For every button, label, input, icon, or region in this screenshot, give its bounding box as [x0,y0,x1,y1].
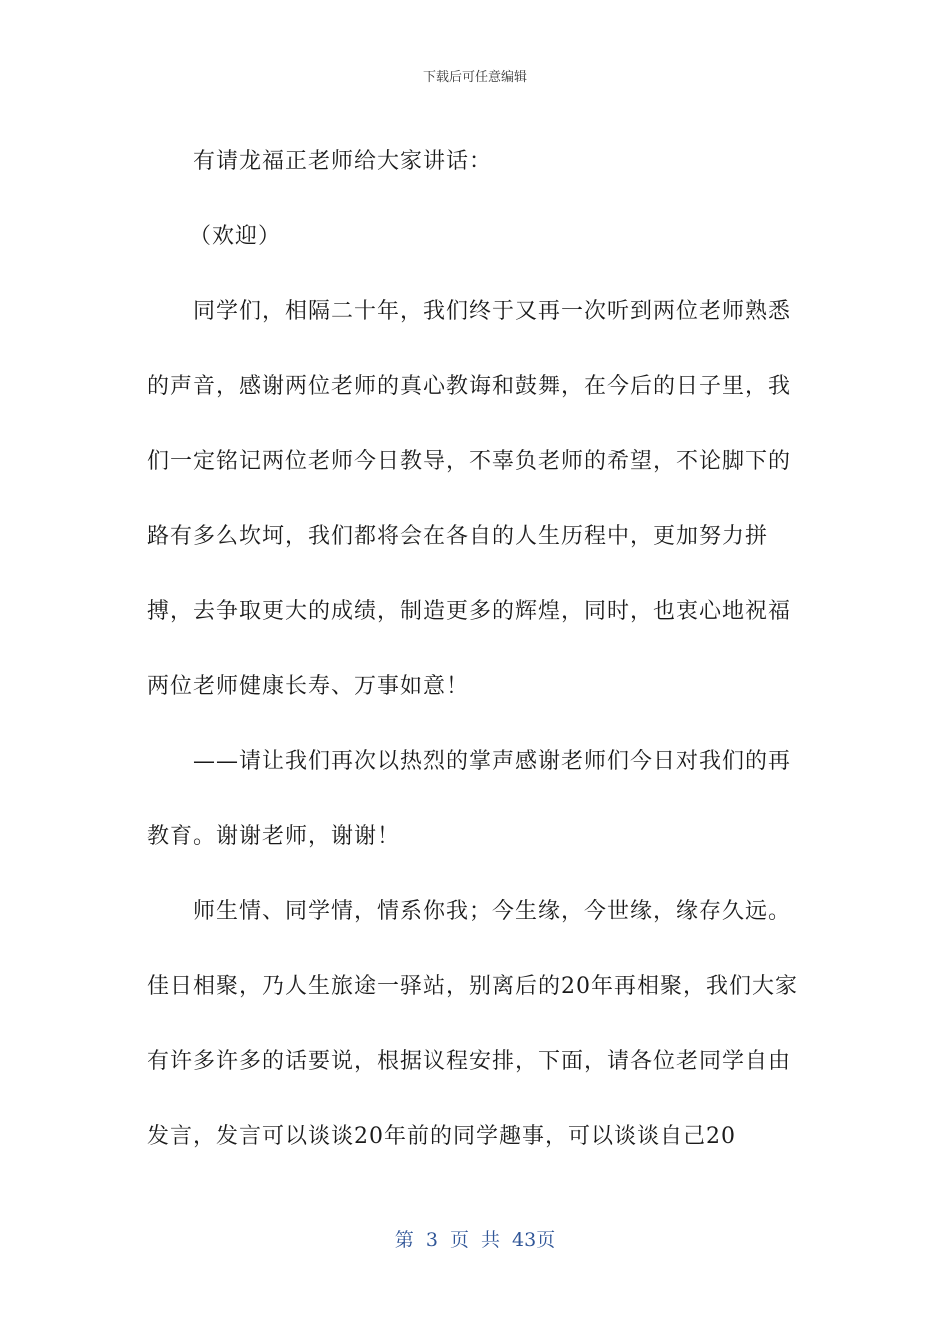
paragraph-applause: ——请让我们再次以热烈的掌声感谢老师们今日对我们的再教育。谢谢老师，谢谢！ [147,749,792,849]
paragraph-welcome: （欢迎） [189,224,282,249]
document-body [147,124,812,1174]
paragraph-thanks: 同学们，相隔二十年，我们终于又再一次听到两位老师熟悉的声音，感谢两位老师的真心教诲和鼓舞，在今后的日子里，我们一定铭记两位老师今日教导，不辜负老师的希望，不论脚下的路有多么坎坷，我们都将会在各自的人生历程中，更加努力拼搏，去争取更大的成绩，制造更多的辉煌，同时，也衷心地祝福两位老师健康长寿、万事如意！ [147,299,792,699]
paragraph-invite: 有请龙福正老师给大家讲话： [193,149,493,174]
page-footer: 第 3 页 共 43页 [394,1229,556,1251]
paragraph-free-speech: 师生情、同学情，情系你我；今生缘，今世缘，缘存久远。佳日相聚，乃人生旅途一驿站，别离后的20年再相聚，我们大家有许多许多的话要说，根据议程安排，下面，请各位老同学自由发言，发言可以谈谈20年前的同学趣事，可以谈谈自己20 [147,899,798,1149]
page-header: 下载后可任意编辑 [422,70,527,85]
